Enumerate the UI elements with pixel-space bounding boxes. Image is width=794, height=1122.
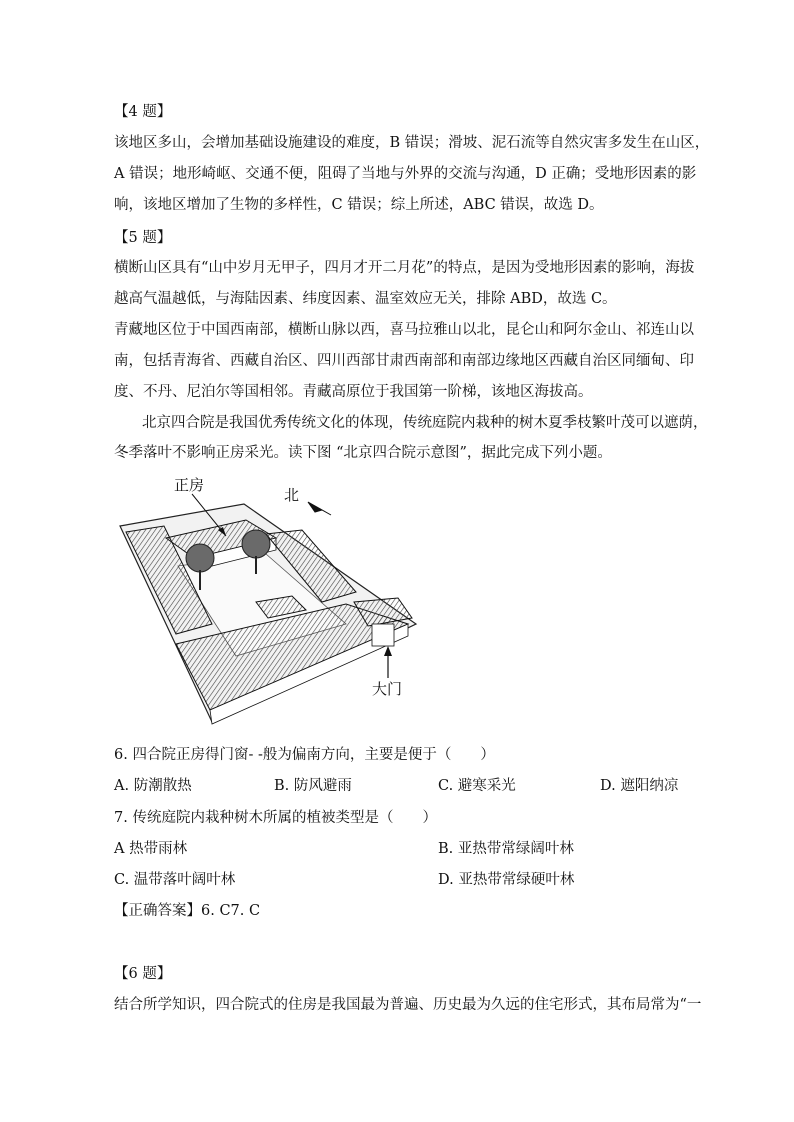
q6-option-a: A. 防潮散热 xyxy=(114,778,192,794)
q6-option-c: C. 避寒采光 xyxy=(438,778,516,794)
label-north: 北 xyxy=(284,486,300,504)
intro-line: 北京四合院是我国优秀传统文化的体现，传统庭院内栽种的树木夏季枝繁叶茂可以遮荫， xyxy=(142,415,708,431)
q7-option-a: A 热带雨林 xyxy=(114,841,188,857)
siheyuan-figure xyxy=(116,474,420,736)
q7-option-b: B. 亚热带常绿阔叶林 xyxy=(438,841,574,857)
q7-option-c: C. 温带落叶阔叶林 xyxy=(114,872,236,888)
paragraph-line: 南，包括青海省、西藏自治区、四川西部甘肃西南部和南部边缘地区西藏自治区同缅甸、印 xyxy=(114,353,694,369)
paragraph-line: 度、不丹、尼泊尔等国相邻。青藏高原位于我国第一阶梯，该地区海拔高。 xyxy=(114,384,593,400)
label-main-house: 正房 xyxy=(174,476,205,494)
question-6: 6. 四合院正房得门窗- -般为偏南方向，主要是便于（ ） xyxy=(114,747,495,763)
paragraph-line: 青藏地区位于中国西南部，横断山脉以西，喜马拉雅山以北，昆仑山和阿尔金山、祁连山以 xyxy=(114,322,694,338)
q7-option-d: D. 亚热带常绿硬叶林 xyxy=(438,872,575,888)
heading-q4: 【4 题】 xyxy=(114,104,172,120)
correct-answer: 【正确答案】6. C7. C xyxy=(114,903,261,919)
intro-line: 冬季落叶不影响正房采光。读下图 “北京四合院示意图”，据此完成下列小题。 xyxy=(114,445,612,461)
paragraph-line: 响，该地区增加了生物的多样性，C 错误；综上所述，ABC 错误，故选 D。 xyxy=(114,197,604,213)
paragraph-line: 结合所学知识，四合院式的住房是我国最为普遍、历史最为久远的住宅形式，其布局常为“一 xyxy=(114,997,702,1013)
heading-q5: 【5 题】 xyxy=(114,230,172,246)
paragraph-line: 该地区多山，会增加基础设施建设的难度，B 错误；滑坡、泥石流等自然灾害多发生在山区， xyxy=(114,135,710,151)
paragraph-line: 横断山区具有“山中岁月无甲子，四月才开二月花”的特点，是因为受地形因素的影响，海拔 xyxy=(114,260,695,276)
paragraph-line: A 错误；地形崎岖、交通不便，阻碍了当地与外界的交流与沟通，D 正确；受地形因素的影 xyxy=(114,166,697,182)
heading-q6: 【6 题】 xyxy=(114,966,172,982)
q6-option-b: B. 防风避雨 xyxy=(274,778,352,794)
question-7: 7. 传统庭院内栽种树木所属的植被类型是（ ） xyxy=(114,810,437,826)
paragraph-line: 越高气温越低，与海陆因素、纬度因素、温室效应无关，排除 ABD，故选 C。 xyxy=(114,291,617,307)
q6-option-d: D. 遮阳纳凉 xyxy=(600,778,679,794)
label-gate: 大门 xyxy=(372,680,403,698)
